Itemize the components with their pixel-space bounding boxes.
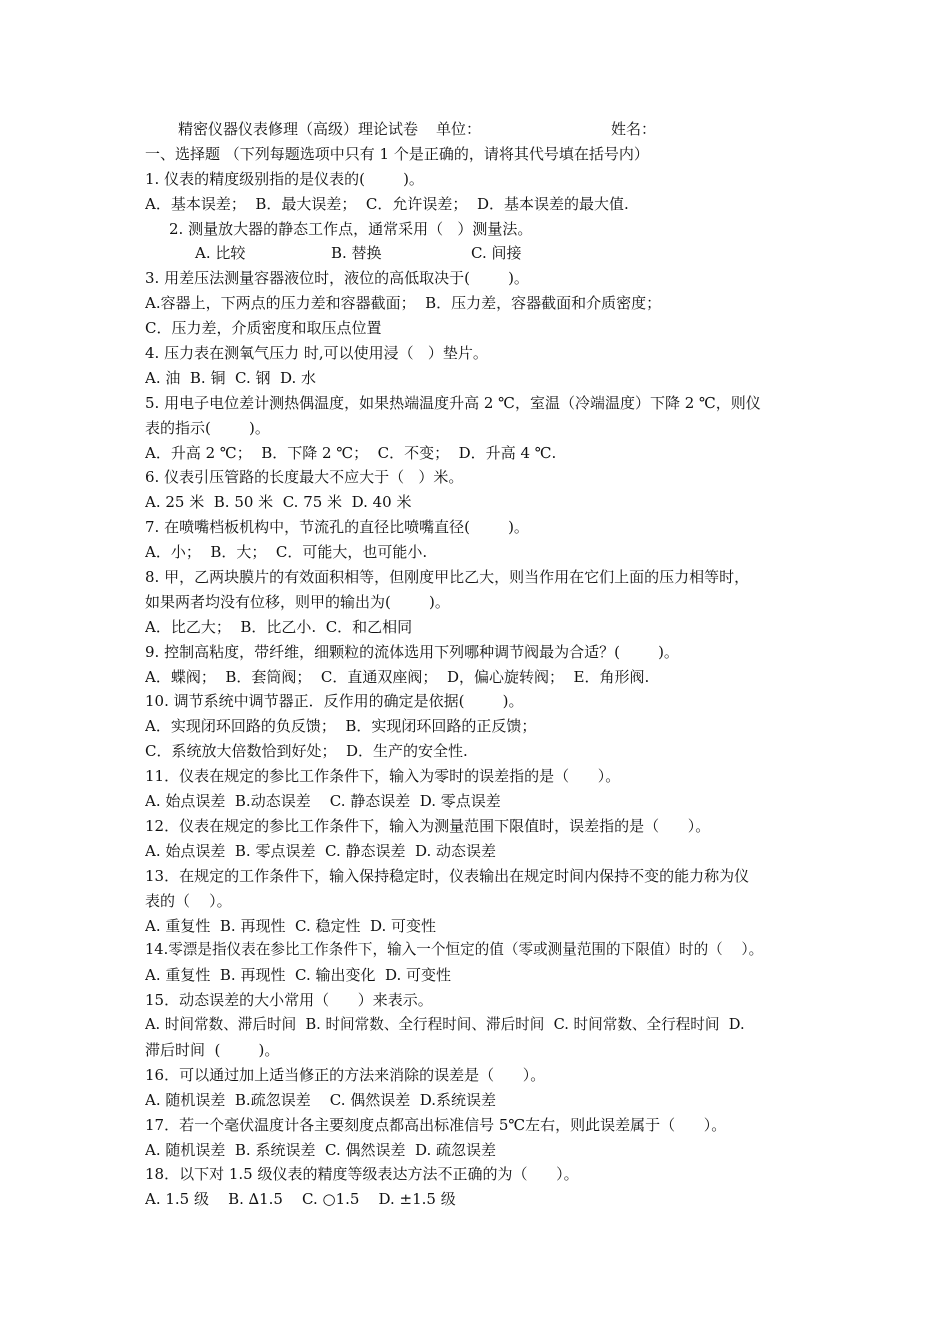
question-12-options: A. 始点误差 B. 零点误差 C. 静态误差 D. 动态误差 — [145, 841, 497, 860]
question-6-options: A. 25 米 B. 50 米 C. 75 米 D. 40 米 — [145, 493, 412, 512]
question-4: 4. 压力表在测氧气压力 时,可以使用浸（ ）垫片。 — [145, 344, 488, 363]
question-16: 16．可以通过加上适当修正的方法来消除的误差是（ ）。 — [145, 1065, 546, 1084]
question-3-options-1: A.容器上，下两点的压力差和容器截面； B．压力差，容器截面和介质密度； — [145, 294, 662, 313]
name-label: 姓名： — [611, 120, 657, 138]
exam-header — [145, 117, 812, 142]
question-16-options: A. 随机误差 B.疏忽误差 C. 偶然误差 D.系统误差 — [145, 1090, 497, 1109]
question-13-options: A. 重复性 B. 再现性 C. 稳定性 D. 可变性 — [145, 916, 437, 935]
question-15-options: A. 时间常数、滞后时间 B. 时间常数、全行程时间、滞后时间 C. 时间常数、全行程时间 D. — [145, 1016, 745, 1034]
question-18: 18．以下对 1.5 级仪表的精度等级表达方法不正确的为（ ）。 — [145, 1165, 579, 1184]
question-8-cont: 如果两者均没有位移，则甲的输出为( )。 — [145, 592, 450, 611]
question-2: 2. 测量放大器的静态工作点，通常采用（ ）测量法。 — [169, 219, 533, 238]
question-12: 12．仪表在规定的参比工作条件下，输入为测量范围下限值时，误差指的是（ ）。 — [145, 816, 711, 835]
question-11: 11．仪表在规定的参比工作条件下，输入为零时的误差指的是（ ）。 — [145, 767, 621, 786]
question-9: 9. 控制高粘度，带纤维，细颗粒的流体选用下列哪种调节阀最为合适？( )。 — [145, 642, 679, 661]
question-10-options-1: A．实现闭环回路的负反馈； B．实现闭环回路的正反馈； — [145, 717, 537, 736]
question-8-options: A．比乙大； B．比乙小. C．和乙相同 — [145, 617, 413, 636]
question-15-cont: 滞后时间 ( )。 — [145, 1040, 280, 1059]
question-1: 1. 仪表的精度级别指的是仪表的( )。 — [145, 169, 424, 188]
option-c: C. 间接 — [471, 244, 522, 263]
question-2-options — [145, 241, 812, 266]
question-6: 6. 仪表引压管路的长度最大不应大于（ ）米。 — [145, 468, 464, 487]
option-a: A. 比较 — [195, 244, 246, 263]
option-b: B. 替换 — [331, 244, 382, 263]
question-11-options: A. 始点误差 B.动态误差 C. 静态误差 D. 零点误差 — [145, 792, 501, 811]
question-3: 3. 用差压法测量容器液位时，液位的高低取决于( )。 — [145, 269, 529, 288]
unit-label: 单位： — [436, 120, 482, 138]
question-13: 13．在规定的工作条件下，输入保持稳定时，仪表输出在规定时间内保持不变的能力称为仪 — [145, 866, 750, 885]
exam-title: 精密仪器仪表修理（高级）理论试卷 — [178, 120, 419, 138]
question-3-options-2: C．压力差，介质密度和取压点位置 — [145, 319, 382, 338]
question-15: 15．动态误差的大小常用（ ）来表示。 — [145, 991, 433, 1010]
question-5: 5. 用电子电位差计测热偶温度，如果热端温度升高 2 ℃，室温（冷端温度）下降 2 ℃，则仪 — [145, 393, 761, 412]
question-9-options: A．蝶阀； B．套筒阀； C．直通双座阀； D，偏心旋转阀； E．角形阀. — [145, 667, 650, 686]
question-5-cont: 表的指示( )。 — [145, 418, 270, 437]
question-17: 17．若一个毫伏温度计各主要刻度点都高出标准信号 5℃左右，则此误差属于（ ）。 — [145, 1115, 727, 1134]
question-10: 10. 调节系统中调节器正．反作用的确定是依据( )。 — [145, 692, 524, 711]
question-1-options: A．基本误差； B．最大误差； C．允许误差； D．基本误差的最大值. — [145, 194, 629, 213]
question-17-options: A. 随机误差 B. 系统误差 C. 偶然误差 D. 疏忽误差 — [145, 1140, 497, 1159]
question-8: 8. 甲，乙两块膜片的有效面积相等，但刚度甲比乙大，则当作用在它们上面的压力相等时， — [145, 568, 750, 587]
question-10-options-2: C．系统放大倍数恰到好处； D．生产的安全性. — [145, 742, 468, 761]
question-7-options: A．小； B．大； C．可能大，也可能小. — [145, 543, 428, 562]
question-4-options: A. 油 B. 铜 C. 钢 D. 水 — [145, 368, 317, 387]
section-title: 一、选择题 （下列每题选项中只有 1 个是正确的，请将其代号填在括号内） — [145, 144, 649, 163]
question-14-options: A. 重复性 B. 再现性 C. 输出变化 D. 可变性 — [145, 966, 452, 985]
question-18-options: A. 1.5 级 B. ∆1.5 C. ○1.5 D. ±1.5 级 — [145, 1190, 456, 1209]
question-13-cont: 表的（ ）。 — [145, 891, 232, 910]
question-5-options: A．升高 2 ℃； B．下降 2 ℃； C．不变； D．升高 4 ℃. — [145, 443, 557, 462]
question-7: 7. 在喷嘴档板机构中，节流孔的直径比喷嘴直径( )。 — [145, 518, 529, 537]
question-14: 14.零漂是指仪表在参比工作条件下，输入一个恒定的值（零或测量范围的下限值）时的（ ）。 — [145, 941, 764, 959]
